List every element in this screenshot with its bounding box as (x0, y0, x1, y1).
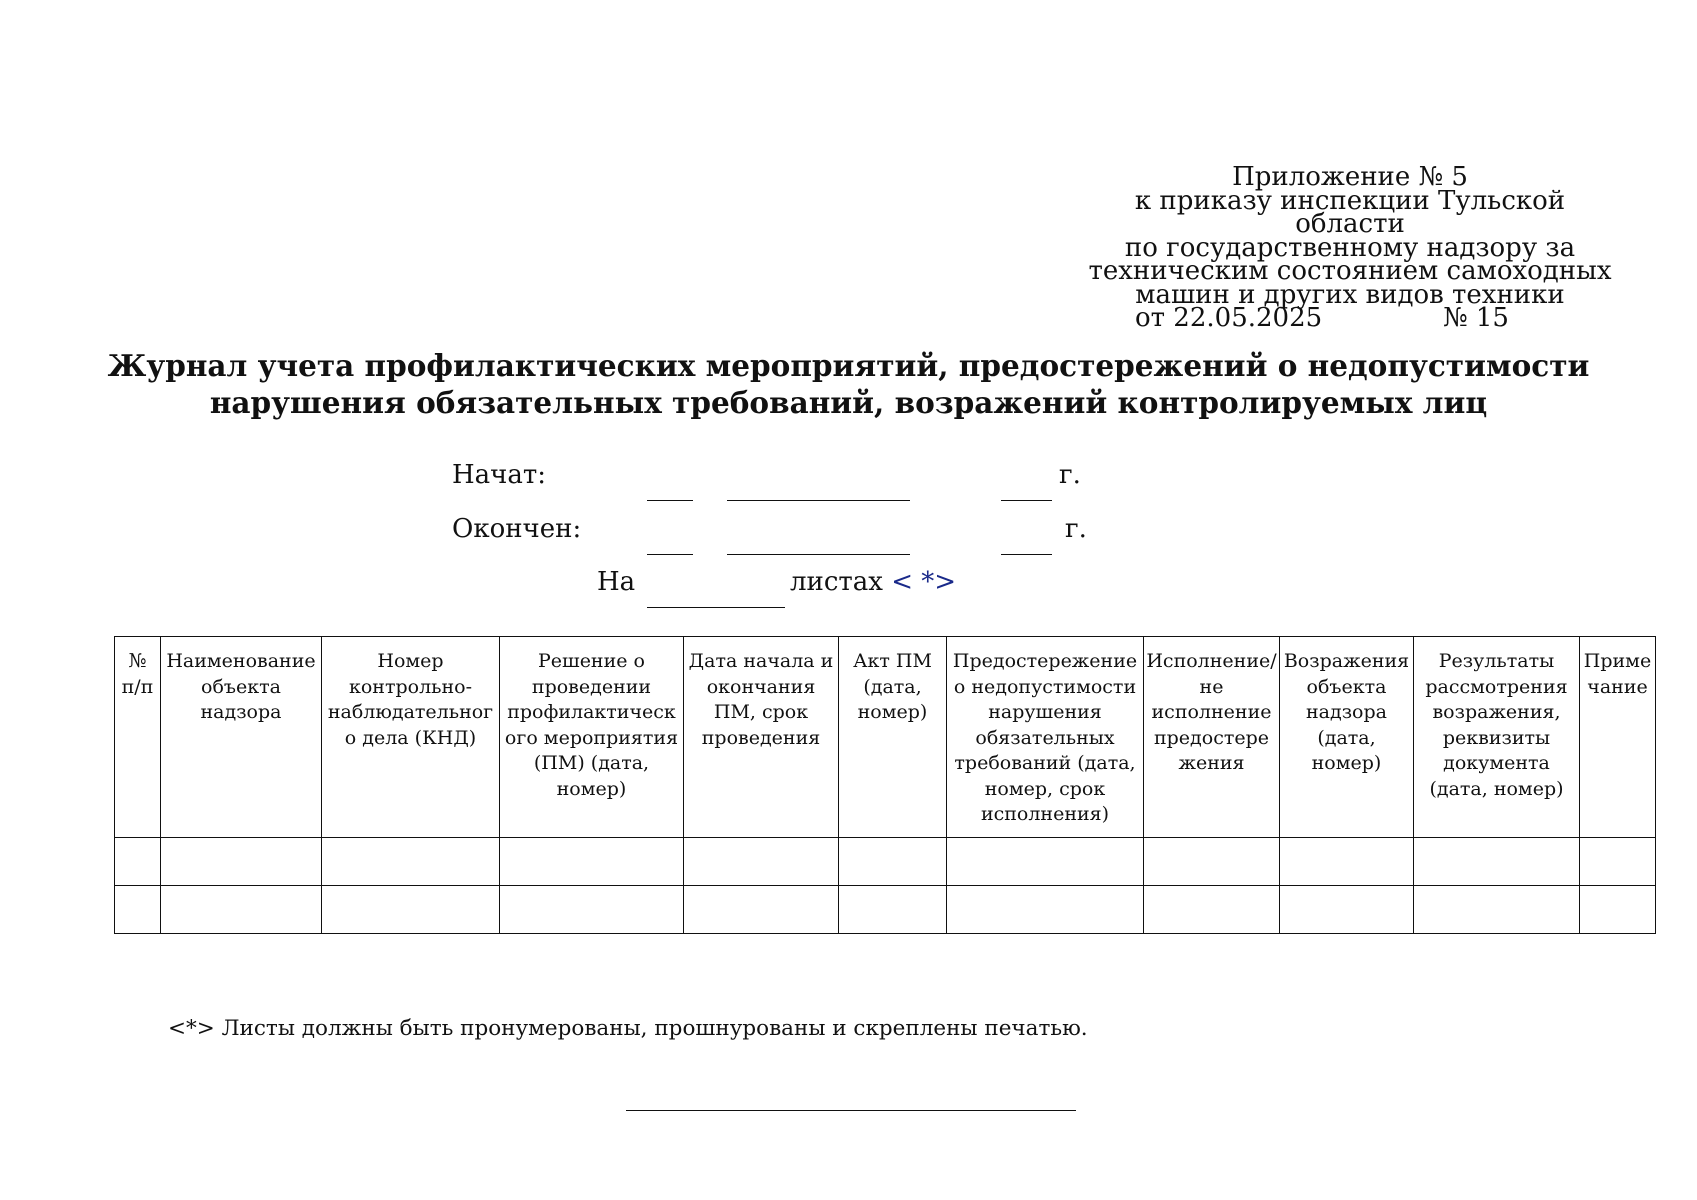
end-divider (626, 1110, 1076, 1111)
annex-order-line: машин и других видов техники (1135, 279, 1565, 310)
footnote: <*> Листы должны быть пронумерованы, прошнурованы и скреплены печатью. (168, 1016, 1088, 1041)
table-row (115, 838, 1656, 886)
table-cell[interactable] (115, 886, 161, 934)
table-cell[interactable] (1280, 838, 1414, 886)
column-header: Исполнение/ не исполнение предостережения (1144, 637, 1280, 838)
sheets-suffix-text: листах (790, 567, 883, 597)
column-header: Возражения объекта надзора (дата, номер) (1280, 637, 1414, 838)
footnote-reference-link[interactable]: < *> (891, 567, 957, 597)
table-cell[interactable] (839, 838, 947, 886)
column-header: Наименование объекта надзора (161, 637, 322, 838)
annex-order-line: к приказу инспекции Тульской области (1134, 185, 1566, 239)
table-cell[interactable] (684, 886, 839, 934)
journal-table (114, 636, 1656, 934)
table-cell[interactable] (947, 886, 1144, 934)
page-title-line: Журнал учета профилактических мероприятий, предостережений о недопустимости (107, 348, 1590, 383)
sheets-prefix: На (597, 567, 636, 597)
table-cell[interactable] (1144, 886, 1280, 934)
table-cell[interactable] (322, 838, 500, 886)
annex-order-line: техническим состоянием самоходных (1088, 256, 1612, 286)
page-title-line: нарушения обязательных требований, возражений контролируемых лиц (209, 385, 1488, 420)
column-header: Номер контрольно-наблюдательного дела (КНД) (322, 637, 500, 838)
ended-month-blank[interactable] (727, 554, 910, 555)
ended-year-blank[interactable] (1001, 554, 1052, 555)
ended-day-blank[interactable] (647, 554, 693, 555)
started-label: Начат: (452, 460, 547, 490)
column-header: Результаты рассмотрения возражения, реквизиты документа (дата, номер) (1414, 637, 1580, 838)
table-cell[interactable] (161, 838, 322, 886)
table-cell[interactable] (322, 886, 500, 934)
table-cell[interactable] (115, 838, 161, 886)
table-header-row (115, 637, 1656, 838)
table-cell[interactable] (1144, 838, 1280, 886)
table-cell[interactable] (161, 886, 322, 934)
column-header: Дата начала и окончания ПМ, срок проведения (684, 637, 839, 838)
annex-number: № 15 (1443, 303, 1509, 333)
table-cell[interactable] (1580, 838, 1656, 886)
table-cell[interactable] (947, 838, 1144, 886)
sheets-suffix (790, 567, 956, 597)
started-year-suffix: г. (1059, 460, 1081, 490)
column-header: Решение о проведении профилактического мероприятия (ПМ) (дата, номер) (500, 637, 684, 838)
table-cell[interactable] (839, 886, 947, 934)
started-day-blank[interactable] (647, 500, 693, 501)
table-row (115, 886, 1656, 934)
table-cell[interactable] (500, 838, 684, 886)
column-header: Акт ПМ (дата, номер) (839, 637, 947, 838)
column-header: Примечание (1580, 637, 1656, 838)
table-cell[interactable] (1280, 886, 1414, 934)
page-title (0, 347, 1697, 421)
table-cell[interactable] (1414, 886, 1580, 934)
table-cell[interactable] (1580, 886, 1656, 934)
annex-order-line: по государственному надзору за (1124, 232, 1576, 263)
ended-label: Окончен: (452, 514, 582, 544)
started-year-blank[interactable] (1001, 500, 1052, 501)
ended-year-suffix: г. (1065, 514, 1087, 544)
annex-date: от 22.05.2025 (1135, 303, 1323, 333)
annex-header (1080, 162, 1620, 333)
sheets-count-blank[interactable] (647, 607, 785, 608)
table-cell[interactable] (500, 886, 684, 934)
table-cell[interactable] (1414, 838, 1580, 886)
column-header: № п/п (115, 637, 161, 838)
annex-title: Приложение № 5 (1232, 162, 1468, 192)
started-month-blank[interactable] (727, 500, 910, 501)
table-cell[interactable] (684, 838, 839, 886)
annex-date-number-row (1080, 303, 1620, 333)
column-header: Предостережение о недопустимости нарушения обязательных требований (дата, номер, срок исполнения) (947, 637, 1144, 838)
